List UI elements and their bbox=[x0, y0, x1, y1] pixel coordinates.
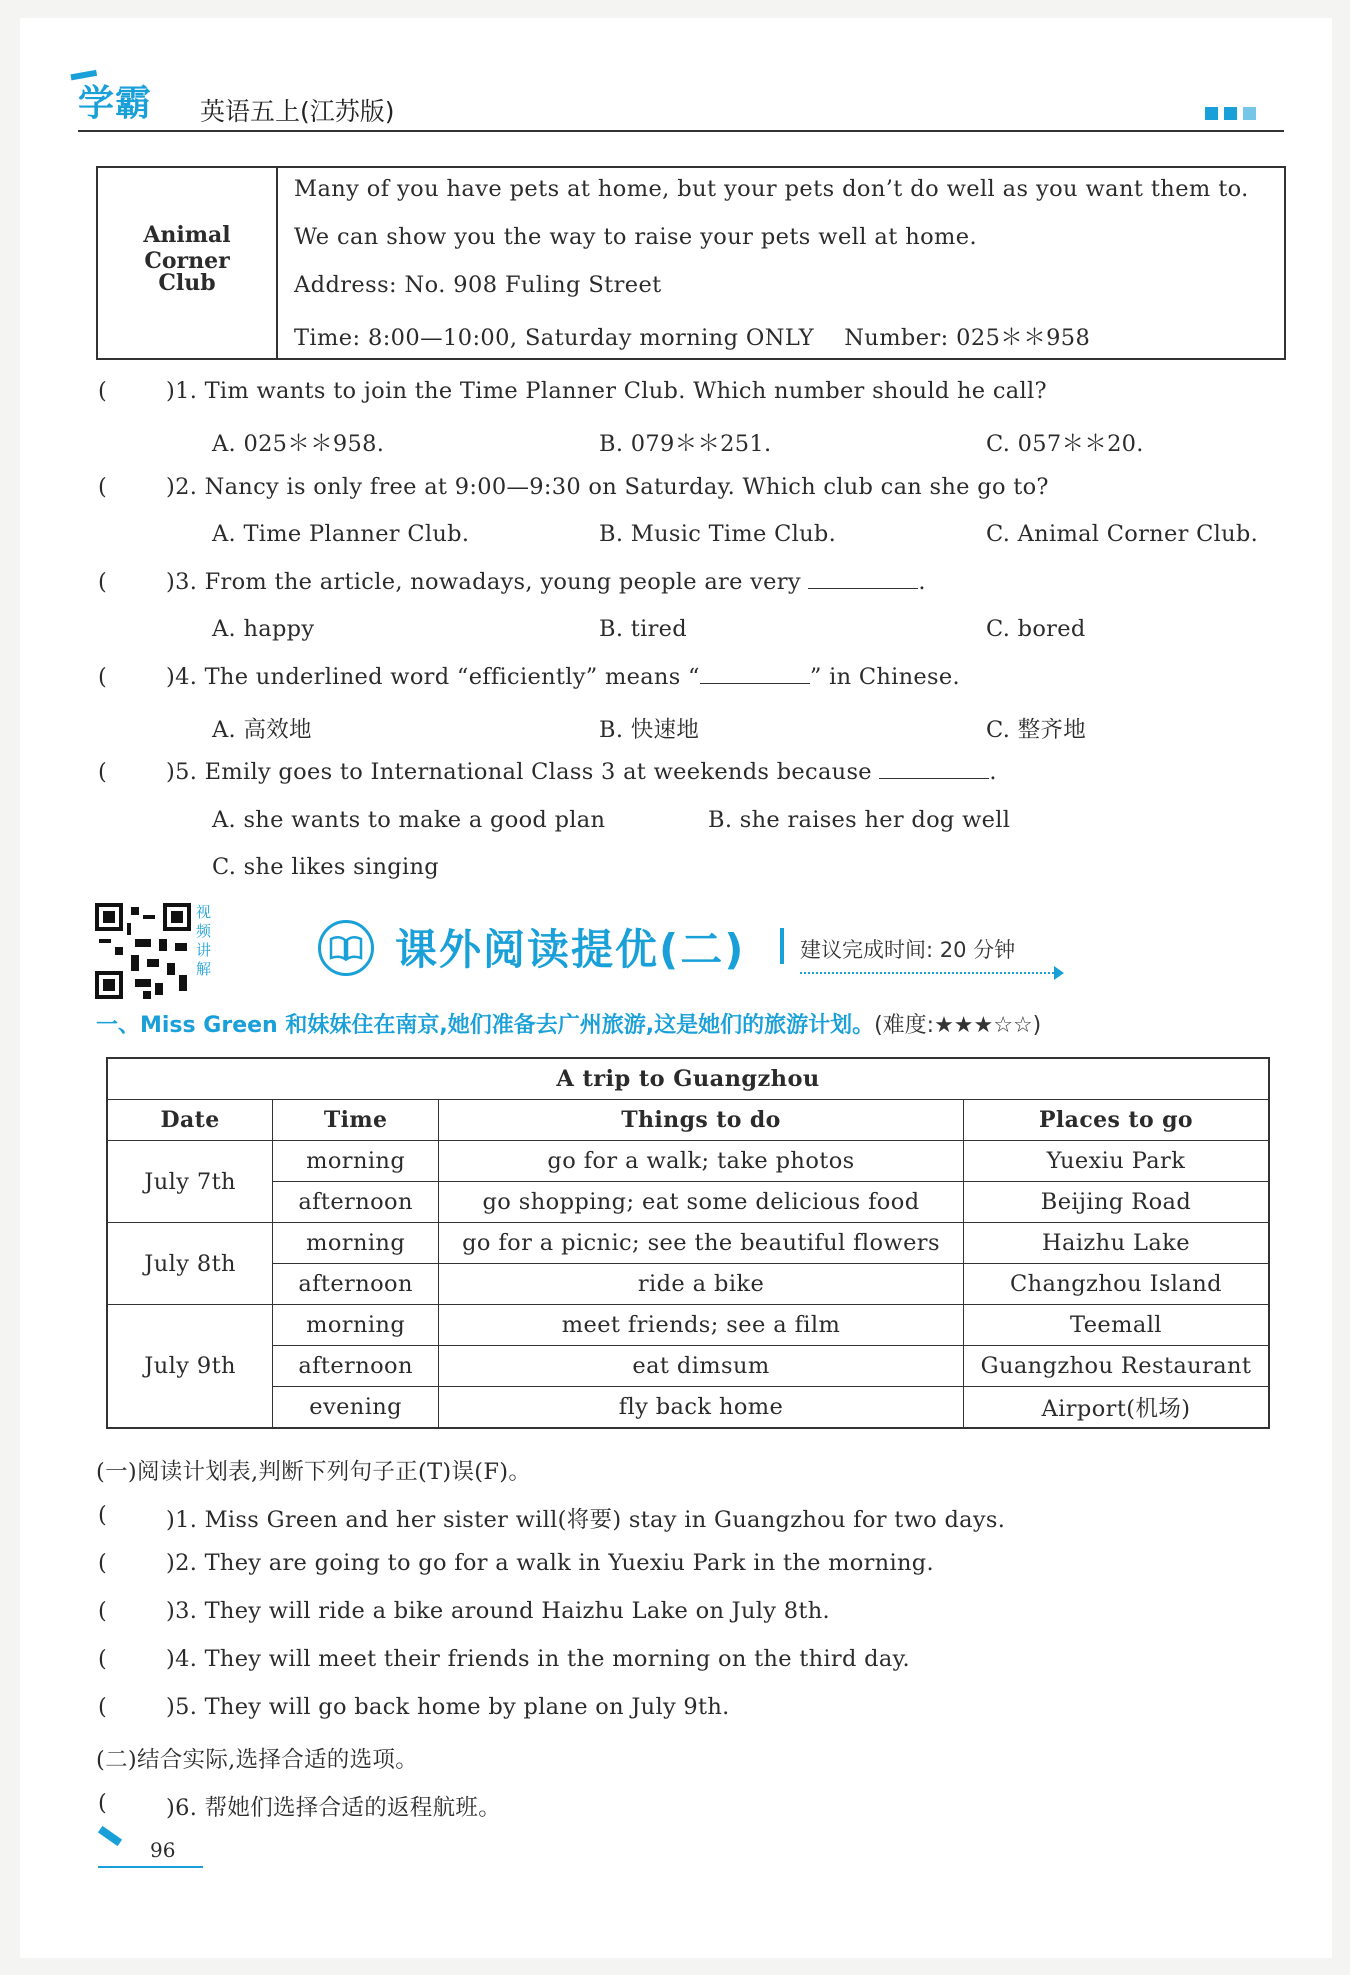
qr-code-icon[interactable] bbox=[95, 903, 191, 999]
table-row bbox=[107, 1387, 1269, 1429]
question-4 bbox=[166, 664, 960, 690]
answer-blank bbox=[700, 665, 810, 684]
trip-table bbox=[106, 1057, 1270, 1429]
answer-paren: ( bbox=[98, 474, 107, 500]
place-cell: Airport(机场) bbox=[963, 1387, 1269, 1429]
video-explanation-label[interactable]: 视频讲解 bbox=[196, 903, 212, 978]
table-row bbox=[107, 1346, 1269, 1387]
place-cell: Beijing Road bbox=[963, 1182, 1269, 1223]
part2-heading: (二)结合实际,选择合适的选项。 bbox=[96, 1747, 419, 1773]
answer-paren: ( bbox=[98, 1502, 107, 1528]
question-3-text: )3. From the article, nowadays, young people are very bbox=[166, 569, 801, 595]
answer-paren: ( bbox=[98, 1694, 107, 1720]
answer-paren: ( bbox=[98, 569, 107, 595]
table-row bbox=[107, 1264, 1269, 1305]
q4-option-b: B. 快速地 bbox=[599, 717, 700, 743]
date-cell: July 9th bbox=[107, 1305, 273, 1429]
club-text-line: We can show you the way to raise your pets well at home. bbox=[294, 224, 978, 250]
tf-question-4: )4. They will meet their friends in the morning on the third day. bbox=[166, 1646, 911, 1672]
activity-cell: eat dimsum bbox=[439, 1346, 964, 1387]
table-row bbox=[107, 1223, 1269, 1264]
club-text-line: Many of you have pets at home, but your pets don’t do well as you want them to. bbox=[294, 176, 1249, 202]
answer-paren: ( bbox=[98, 378, 107, 404]
club-ad-box bbox=[96, 166, 1286, 360]
q2-option-c: C. Animal Corner Club. bbox=[986, 521, 1259, 547]
q3-option-c: C. bored bbox=[986, 616, 1086, 642]
exercise-instruction bbox=[96, 1008, 1041, 1039]
club-name-cell bbox=[98, 168, 278, 358]
q5-option-b: B. she raises her dog well bbox=[708, 807, 1011, 833]
table-row bbox=[107, 1305, 1269, 1346]
q4-option-a: A. 高效地 bbox=[212, 717, 312, 743]
place-cell: Yuexiu Park bbox=[963, 1141, 1269, 1182]
time-cell: afternoon bbox=[273, 1346, 439, 1387]
section-title: 课外阅读提优(二) bbox=[395, 925, 746, 974]
activity-cell: meet friends; see a film bbox=[439, 1305, 964, 1346]
question-5-text: )5. Emily goes to International Class 3 at weekends because bbox=[166, 759, 872, 785]
date-cell: July 7th bbox=[107, 1141, 273, 1223]
activity-cell: go shopping; eat some delicious food bbox=[439, 1182, 964, 1223]
brand-logo: 学霸 bbox=[78, 83, 153, 124]
place-cell: Changzhou Island bbox=[963, 1264, 1269, 1305]
choice-question-6: )6. 帮她们选择合适的返程航班。 bbox=[166, 1795, 501, 1821]
header-divider bbox=[78, 130, 1284, 132]
question-5-tail: . bbox=[989, 759, 997, 785]
q4-option-c: C. 整齐地 bbox=[986, 717, 1087, 743]
activity-cell: go for a picnic; see the beautiful flowers bbox=[439, 1223, 964, 1264]
question-1: )1. Tim wants to join the Time Planner Club. Which number should he call? bbox=[166, 378, 1047, 404]
place-cell: Guangzhou Restaurant bbox=[963, 1346, 1269, 1387]
tf-question-2: )2. They are going to go for a walk in Yuexiu Park in the morning. bbox=[166, 1550, 934, 1576]
column-header: Things to do bbox=[439, 1100, 964, 1141]
dotted-arrow-line bbox=[800, 972, 1058, 974]
question-2: )2. Nancy is only free at 9:00—9:30 on Saturday. Which club can she go to? bbox=[166, 474, 1049, 500]
answer-paren: ( bbox=[98, 1550, 107, 1576]
question-3-tail: . bbox=[918, 569, 926, 595]
question-4-text: )4. The underlined word “efficiently” means “ bbox=[166, 664, 700, 690]
book-title: 英语五上(江苏版) bbox=[200, 97, 395, 126]
table-row bbox=[107, 1141, 1269, 1182]
place-cell: Teemall bbox=[963, 1305, 1269, 1346]
column-header: Places to go bbox=[963, 1100, 1269, 1141]
column-header: Date bbox=[107, 1100, 273, 1141]
answer-blank bbox=[808, 570, 918, 589]
activity-cell: fly back home bbox=[439, 1387, 964, 1429]
club-text-line: Time: 8:00—10:00, Saturday morning ONLY Number: 025＊＊958 bbox=[294, 325, 1091, 351]
page-number-underline bbox=[98, 1866, 203, 1868]
place-cell: Haizhu Lake bbox=[963, 1223, 1269, 1264]
time-cell: evening bbox=[273, 1387, 439, 1429]
club-name-line1: Animal Corner bbox=[143, 222, 231, 274]
time-cell: afternoon bbox=[273, 1182, 439, 1223]
tf-question-1: )1. Miss Green and her sister will(将要) stay in Guangzhou for two days. bbox=[166, 1507, 1006, 1533]
time-cell: afternoon bbox=[273, 1264, 439, 1305]
open-book-icon bbox=[318, 920, 374, 976]
page-number: 96 bbox=[150, 1838, 176, 1862]
q3-option-b: B. tired bbox=[599, 616, 687, 642]
time-cell: morning bbox=[273, 1141, 439, 1182]
question-5 bbox=[166, 759, 997, 785]
header-square-icon bbox=[1205, 107, 1218, 120]
q1-option-b: B. 079＊＊251. bbox=[599, 431, 772, 457]
difficulty-rating: (难度:★★★☆☆) bbox=[874, 1013, 1042, 1038]
section-divider-bar bbox=[780, 928, 784, 964]
tf-question-5: )5. They will go back home by plane on July 9th. bbox=[166, 1694, 730, 1720]
q2-option-a: A. Time Planner Club. bbox=[212, 521, 470, 547]
q1-option-a: A. 025＊＊958. bbox=[212, 431, 385, 457]
activity-cell: ride a bike bbox=[439, 1264, 964, 1305]
column-header: Time bbox=[273, 1100, 439, 1141]
q5-option-c: C. she likes singing bbox=[212, 854, 439, 880]
answer-blank bbox=[879, 760, 989, 779]
header-square-icon bbox=[1243, 107, 1256, 120]
question-3 bbox=[166, 569, 926, 595]
suggested-time: 建议完成时间: 20 分钟 bbox=[800, 938, 1016, 962]
table-row bbox=[107, 1182, 1269, 1223]
club-text-line: Address: No. 908 Fuling Street bbox=[294, 272, 662, 298]
answer-paren: ( bbox=[98, 1790, 107, 1816]
q2-option-b: B. Music Time Club. bbox=[599, 521, 837, 547]
question-4-tail: ” in Chinese. bbox=[809, 664, 960, 690]
activity-cell: go for a walk; take photos bbox=[439, 1141, 964, 1182]
table-caption: A trip to Guangzhou bbox=[107, 1058, 1269, 1100]
q5-option-a: A. she wants to make a good plan bbox=[212, 807, 606, 833]
time-cell: morning bbox=[273, 1223, 439, 1264]
time-cell: morning bbox=[273, 1305, 439, 1346]
tf-question-3: )3. They will ride a bike around Haizhu Lake on July 8th. bbox=[166, 1598, 830, 1624]
club-name-line2: Club bbox=[158, 270, 216, 296]
header-square-icon bbox=[1224, 107, 1237, 120]
answer-paren: ( bbox=[98, 664, 107, 690]
part1-heading: (一)阅读计划表,判断下列句子正(T)误(F)。 bbox=[96, 1459, 532, 1485]
q1-option-c: C. 057＊＊20. bbox=[986, 431, 1144, 457]
answer-paren: ( bbox=[98, 1646, 107, 1672]
date-cell: July 8th bbox=[107, 1223, 273, 1305]
q3-option-a: A. happy bbox=[212, 616, 315, 642]
instruction-text: 一、Miss Green 和妹妹住在南京,她们准备去广州旅游,这是她们的旅游计划。 bbox=[96, 1013, 875, 1038]
arrow-right-icon bbox=[1054, 966, 1064, 980]
answer-paren: ( bbox=[98, 1598, 107, 1624]
answer-paren: ( bbox=[98, 759, 107, 785]
